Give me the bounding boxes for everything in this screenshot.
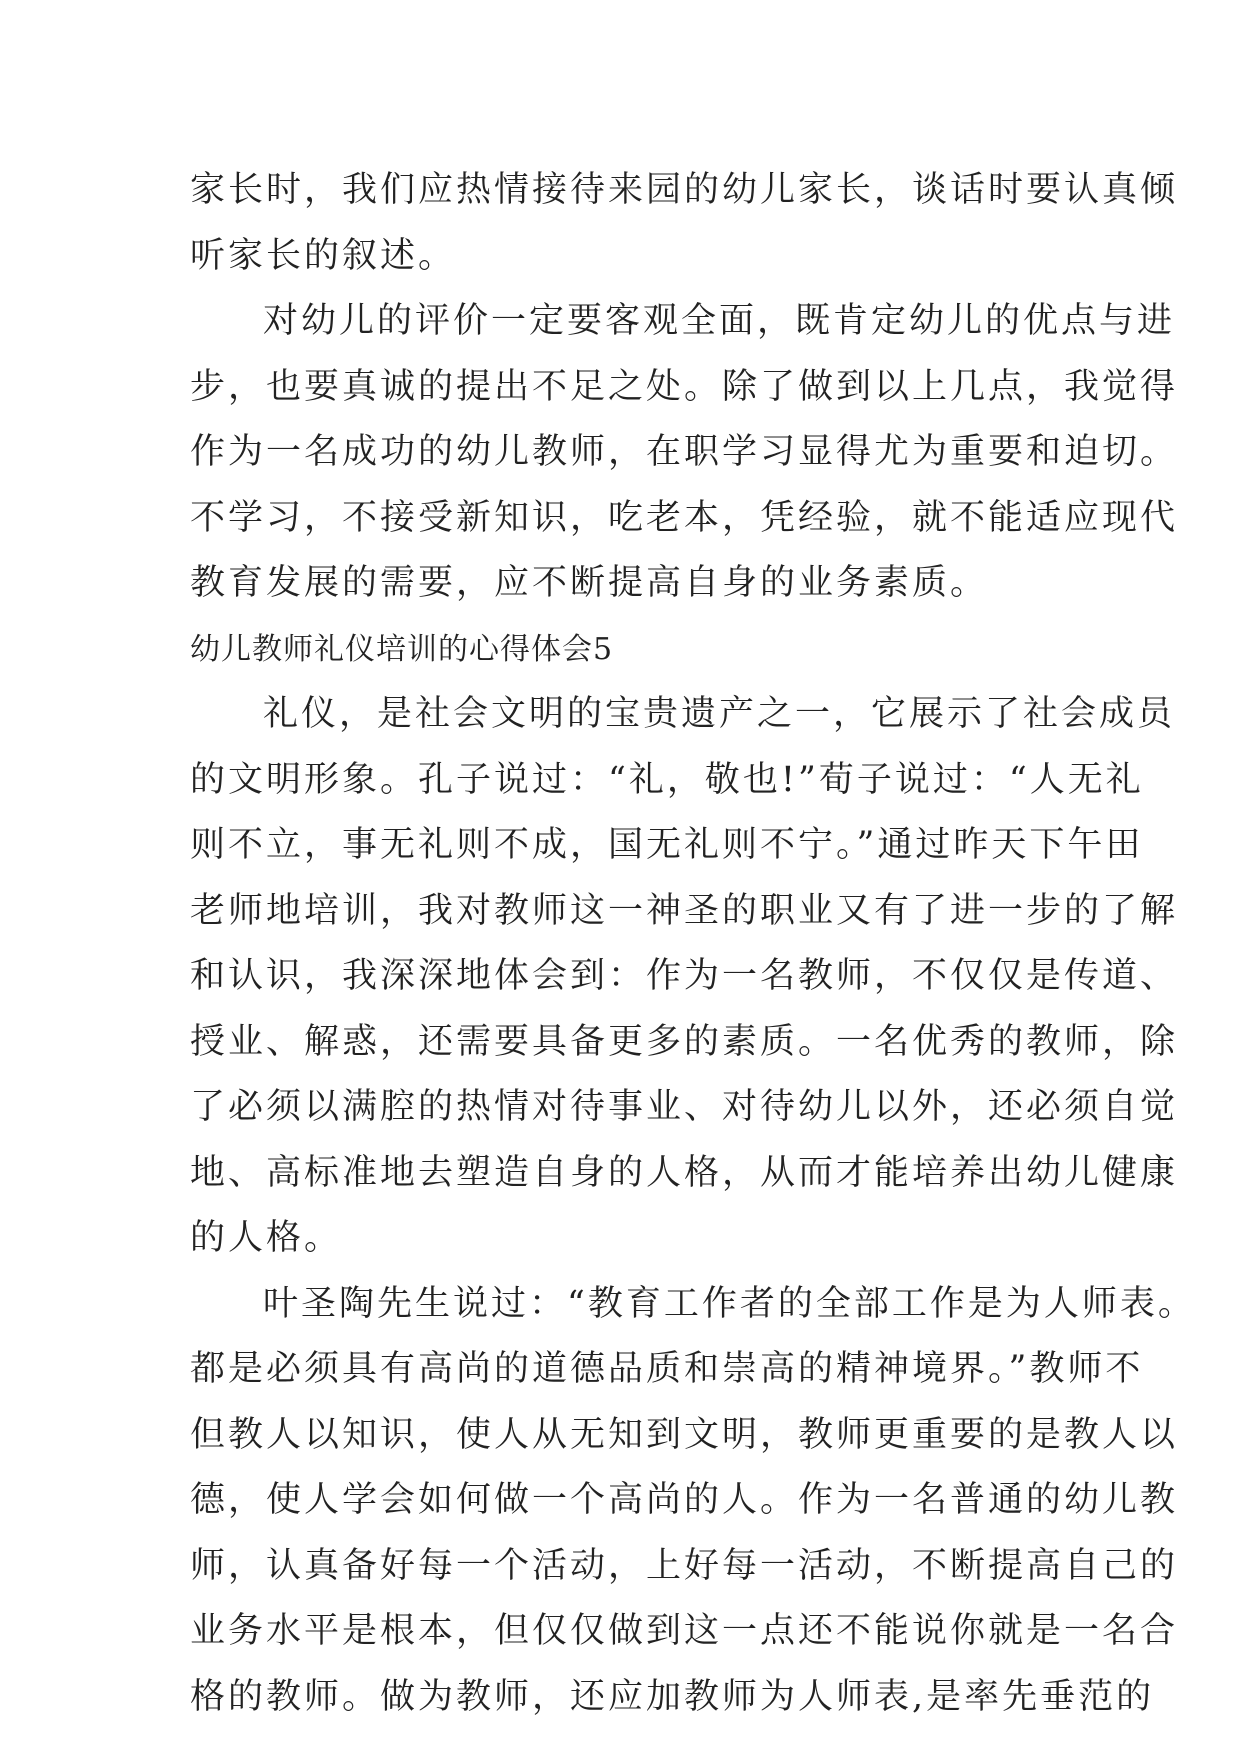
body-line: 作为一名成功的幼儿教师，在职学习显得尤为重要和迫切。 — [190, 432, 1179, 472]
body-line: 格的教师。做为教师，还应加教师为人师表,是率先垂范的 — [190, 1676, 1155, 1717]
body-line: 老师地培训，我对教师这一神圣的职业又有了进一步的了解 — [190, 890, 1179, 931]
paragraph-first-line: 对幼儿的评价一定要客观全面，既肯定幼儿的优点与进 — [263, 301, 1176, 341]
paragraph-first-line: 叶圣陶先生说过：“教育工作者的全部工作是为人师表。 — [263, 1283, 1196, 1324]
body-line: 则不立，事无礼则不成，国无礼则不宁。”通过昨天下午田 — [190, 825, 1144, 865]
body-line: 的文明形象。孔子说过：“礼，敬也!”荀子说过：“人无礼 — [190, 759, 1144, 800]
body-line: 授业、解惑，还需要具备更多的素质。一名优秀的教师，除 — [190, 1021, 1179, 1062]
paragraph-first-line: 礼仪，是社会文明的宝贵遗产之一，它展示了社会成员 — [263, 694, 1176, 734]
body-line: 德，使人学会如何做一个高尚的人。作为一名普通的幼儿教 — [190, 1480, 1179, 1520]
body-line: 了必须以满腔的热情对待事业、对待幼儿以外，还必须自觉 — [190, 1087, 1179, 1127]
body-line: 的人格。 — [190, 1218, 343, 1258]
body-line: 教育发展的需要，应不断提高自身的业务素质。 — [190, 563, 989, 603]
body-line: 和认识，我深深地体会到：作为一名教师，不仅仅是传道、 — [190, 956, 1179, 996]
body-line: 步，也要真诚的提出不足之处。除了做到以上几点，我觉得 — [190, 366, 1179, 407]
body-line: 家长时，我们应热情接待来园的幼儿家长，谈话时要认真倾 — [190, 170, 1179, 210]
document-body — [190, 158, 1196, 1730]
body-line: 听家长的叙述。 — [190, 235, 457, 276]
body-line: 不学习，不接受新知识，吃老本，凭经验，就不能适应现代 — [190, 497, 1179, 538]
body-line: 都是必须具有高尚的道德品质和崇高的精神境界。”教师不 — [190, 1349, 1144, 1389]
body-line: 师，认真备好每一个活动，上好每一活动，不断提高自己的 — [190, 1545, 1179, 1586]
section-heading: 幼儿教师礼仪培训的心得体会5 — [190, 631, 614, 667]
body-line: 地、高标准地去塑造自身的人格，从而才能培养出幼儿健康 — [190, 1152, 1179, 1193]
body-line: 业务水平是根本，但仅仅做到这一点还不能说你就是一名合 — [190, 1611, 1179, 1651]
body-line: 但教人以知识，使人从无知到文明，教师更重要的是教人以 — [190, 1414, 1179, 1455]
